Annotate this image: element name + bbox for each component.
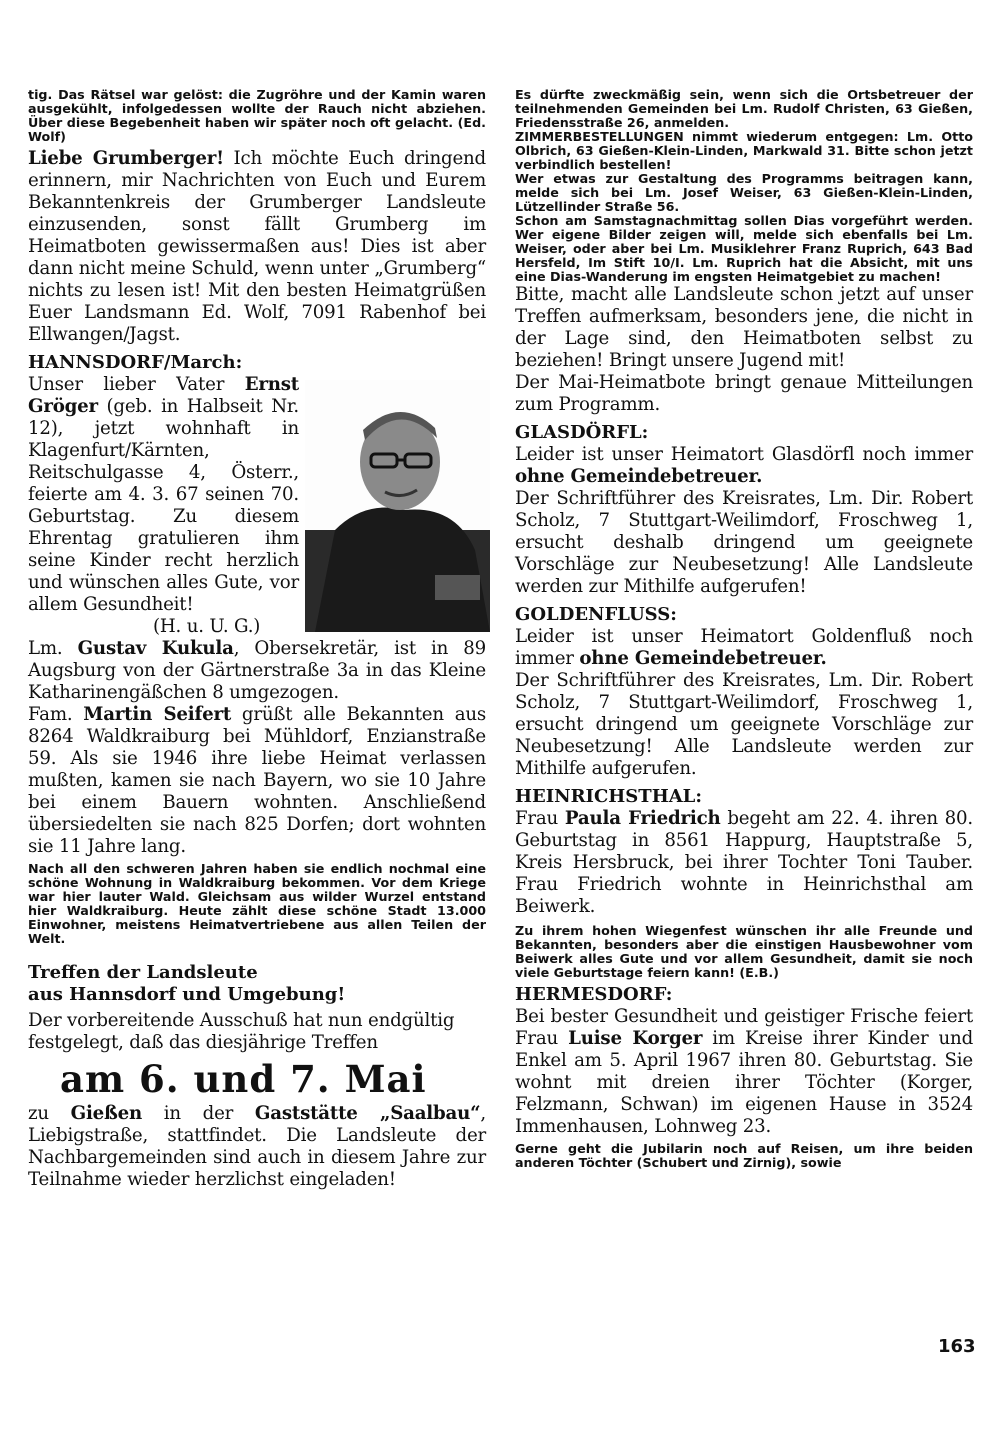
- paragraph-jubilarin: Gerne geht die Jubilarin noch auf Reisen, um ihre beiden anderen Töchter (Schubert und Zirnig), sowie: [515, 1141, 973, 1170]
- paragraph-groeger: Unser lieber Vater Ernst Gröger (geb. in Halbseit Nr. 12), jetzt wohnhaft in Klagenfurt/Kärnten, Reitschulgasse 4, Österr., feierte am 4. 3. 67 seinen 70. Geburtstag. Zu diesem Ehrentag gratulieren ihm seine Kinder recht herzlich und wünschen alles Gute, vor allem Gesundheit!: [28, 374, 299, 615]
- paragraph-friedrich: Frau Paula Friedrich begeht am 22. 4. ihren 80. Geburtstag in 8561 Happurg, Hauptstraße 5, Kreis Hersbruck, bei ihrer Tochter Toni Tauber. Frau Friedrich wohnte in Heinrichsthal am Beiwerk.: [515, 808, 974, 917]
- right-column: [515, 88, 973, 1170]
- paragraph-mai-heimatbote: Der Mai-Heimatbote bringt genaue Mitteilungen zum Programm.: [515, 372, 973, 415]
- paragraph-goldenfluss: Leider ist unser Heimatort Goldenfluß noch immer ohne Gemeindebetreuer.: [515, 626, 973, 669]
- paragraph-schriftfuehrer-1: Der Schriftführer des Kreisrates, Lm. Dir. Robert Scholz, 7 Stuttgart-Weilimdorf, Froschweg 1, ersucht deshalb dringend um geeignete Vorschläge zur Neubesetzung! Alle Landsleute werden zur Mithilfe aufgerufen!: [515, 488, 973, 597]
- paragraph-korger: Bei bester Gesundheit und geistiger Frische feiert Frau Luise Korger im Kreise ihrer Kinder und Enkel am 5. April 1967 ihren 80. Geburtstag. Sie wohnt mit dreien ihrer Töchter (Korger, Felzmann, Schwan) im eigenen Hause in 3524 Immenhausen, Lohnweg 23.: [515, 1006, 974, 1137]
- heading-glasdoerfl: GLASDÖRFL:: [515, 422, 649, 443]
- heading-hannsdorf: HANNSDORF/March:: [28, 352, 243, 373]
- paragraph-grumberger: Liebe Grumberger! Ich möchte Euch dringend erinnern, mir Nachrichten von Euch und Eurem Bekanntenkreis der Grumberger Landsleute einzusenden, sonst fällt Grumberg im Heimatboten gewissermaßen aus! Dies ist aber dann nicht meine Schuld, wenn unter „Grumberg“ nichts zu lesen ist! Mit den besten Heimatgrüßen Euer Landsmann Ed. Wolf, 7091 Rabenhof bei Ellwangen/Jagst.: [28, 148, 486, 345]
- page-number: 163: [938, 1336, 976, 1357]
- paragraph-giessen: zu Gießen in der Gaststätte „Saalbau“, Liebigstraße, stattfindet. Die Landsleute der Nachbargemeinden sind auch in diesem Jahre zur Teilnahme wieder herzlichst eingeladen!: [28, 1103, 486, 1190]
- paragraph-ausschuss: Der vorbereitende Ausschuß hat nun endgültig festgelegt, daß das diesjährige Treffen: [28, 1010, 455, 1053]
- date-banner: am 6. und 7. Mai: [60, 1057, 427, 1101]
- heading-treffen-1: Treffen der Landsleute: [28, 962, 258, 983]
- paragraph-programm: Wer etwas zur Gestaltung des Programms beitragen kann, melde sich bei Lm. Josef Weiser, 63 Gießen-Klein-Linden, Lützellinder Straße 56.: [515, 171, 973, 214]
- heading-goldenfluss: GOLDENFLUSS:: [515, 604, 677, 625]
- paragraph-glasdoerfl: Leider ist unser Heimatort Glasdörfl noch immer ohne Gemeindebetreuer.: [515, 444, 973, 487]
- heading-hermesdorf: HERMESDORF:: [515, 984, 673, 1005]
- heading-heinrichsthal: HEINRICHSTHAL:: [515, 786, 702, 807]
- paragraph-kukula: Lm. Gustav Kukula, Obersekretär, ist in 89 Augsburg von der Gärtnerstraße 3a in das Kleine Katharinengäßchen 8 umgezogen.: [28, 638, 486, 703]
- greeting-grumberger: Liebe Grumberger!: [28, 148, 224, 169]
- paragraph-bitte: Bitte, macht alle Landsleute schon jetzt auf unser Treffen aufmerksam, besonders jene, die nicht in der Lage sind, den Heimatboten selbst zu beziehen! Bringt unsere Jugend mit!: [515, 284, 973, 371]
- paragraph-rätsel: tig. Das Rätsel war gelöst: die Zugröhre und der Kamin waren ausgekühlt, infolgedessen wollte der Rauch nicht abziehen. Über diese Begebenheit haben wir später noch oft gelacht. (Ed. Wolf): [28, 87, 486, 144]
- paragraph-seifert: Fam. Martin Seifert grüßt alle Bekannten aus 8264 Waldkraiburg bei Mühldorf, Enzianstraße 59. Als sie 1946 ihre liebe Heimat verlassen mußten, kamen sie nach Bayern, wo sie 10 Jahre bei einem Bauern wohnten. Anschließend übersiedelten sie nach 825 Dorfen; dort wohnten sie 11 Jahre lang.: [28, 704, 486, 857]
- left-column: [28, 88, 486, 1191]
- paragraph-ortsbetreuer: Es dürfte zweckmäßig sein, wenn sich die Ortsbetreuer der teilnehmenden Gemeinden bei Lm. Rudolf Christen, 63 Gießen, Friedensstraße 26, anmelden.: [515, 87, 973, 130]
- paragraph-zimmer: ZIMMERBESTELLUNGEN nimmt wiederum entgegen: Lm. Otto Olbrich, 63 Gießen-Klein-Linden, Markwald 31. Bitte schon jetzt verbindlich bestellen!: [515, 129, 973, 172]
- paragraph-dias: Schon am Samstagnachmittag sollen Dias vorgeführt werden. Wer eigene Bilder zeigen will, melde sich ebenfalls bei Lm. Weiser, oder aber bei Lm. Musiklehrer Franz Ruprich, 643 Bad Hersfeld, Im Stift 10/I. Lm. Ruprich hat die Absicht, mit uns eine Dias-Wanderung im engsten Heimatgebiet zu machen!: [515, 213, 973, 284]
- paragraph-waldkraiburg: Nach all den schweren Jahren haben sie endlich nochmal eine schöne Wohnung in Waldkraiburg bekommen. Vor dem Kriege war hier lauter Wald. Gleichsam aus wilder Wurzel entstand hier Waldkraiburg. Heute zählt diese schöne Stadt 13.000 Einwohner, meistens Heimatvertriebene aus allen Teilen der Welt.: [28, 861, 486, 946]
- signature-hug: (H. u. U. G.): [153, 616, 261, 637]
- portrait-photo: [305, 380, 490, 632]
- heading-treffen-2: aus Hannsdorf und Umgebung!: [28, 984, 346, 1005]
- paragraph-wiegenfest: Zu ihrem hohen Wiegenfest wünschen ihr alle Freunde und Bekannten, besonders aber die einstigen Hausbewohner vom Beiwerk alles Gute und vor allem Gesundheit, damit sie noch viele Geburtstage feiern kann! (E.B.): [515, 923, 973, 980]
- paragraph-schriftfuehrer-2: Der Schriftführer des Kreisrates, Lm. Dir. Robert Scholz, 7 Stuttgart-Weilimdorf, Froschweg 1, ersucht dringend um geeignete Vorschläge zur Neubesetzung! Alle Landsleute werden zur Mithilfe aufgerufen.: [515, 670, 973, 779]
